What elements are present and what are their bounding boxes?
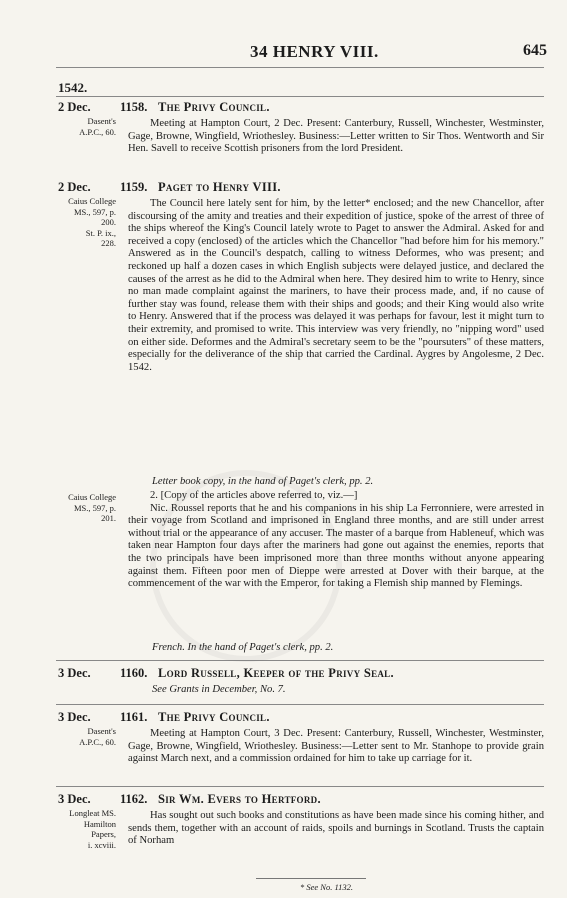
entry-paragraph: Nic. Roussel reports that he and his companions in his ship La Ferronniere, were arrested in their voyage from Scotland and imprisoned in England three months, and are still under arrest without trial or the appearance of any accuser. The master of a barque from Hableneuf, which was taken near Hampton four days after the mariners had gone out against the enemies, reports that the two principals have been imprisoned more than three months without anyone appearing against them. Fifteen poor men of Dieppe were arrested at Dover with their barque, at the commencement of the war with the Emperor, for taking a Flemish ship manned by Flemings. [128,502,544,590]
entry-title: The Privy Council. [158,100,270,114]
entry-title: The Privy Council. [158,710,270,724]
section-rule [56,660,544,661]
entry-paragraph: The Council here lately sent for him, by the letter* enclosed; and the new Chancellor, after discoursing of the amity and treaties and their expedition of justice, spoke of the arrest of three of the ships whereof the King's Council lately wrote to Paget to answer the Admiral. Asked for and received a copy (enclosed) of the articles which the Chancellor "had before him for his memory." Answered as in the Council's despatch, calling to witness Deformes, who was present; and reckoned up half a dozen cases in which English subjects were delayed justice, and declared the causes of the arrest as he did to the Admiral when here. They desired him to write to Henry, since no man made complaint against the mariners, to have their process made, and, if no cause of further stay was found, release them with their ships and goods; and their King would also write to Henry. Answered that if the process was delayed it was perhaps for favour, lest it might turn to their extremity, and promised to write. This interview was very friendly, no "nipping word" used on either side. Deformes and the Admiral's secretary seem to be the "poursuters" of these matters, especially for the deliverance of the ship that carried the Cardinal. Aygres by Angolesme, 2 Dec. 1542. [128,198,544,373]
page-number: 645 [523,42,547,59]
page-header [0,40,567,64]
entry-body [128,810,544,848]
ref-line: Dasent's [87,726,116,736]
marginal-reference [30,726,116,747]
entry-title: Paget to Henry VIII. [158,180,281,194]
ref-line: 201. [101,513,116,523]
entry-date: 3 Dec. [58,666,91,680]
ref-line: MS., 597, p. [73,206,116,217]
source-note: Letter book copy, in the hand of Paget's clerk, pp. 2. [152,476,374,487]
entry-date: 3 Dec. [58,710,91,724]
entry-number: 1160. [120,666,148,680]
entry-paragraph: Has sought out such books and constitutions as have been made since his coming hither, and sends them, together with an account of raids, spoils and burnings in Scotland. Trusts the captain of Norham [128,810,544,847]
running-title: 34 HENRY VIII. [250,42,379,61]
entry-paragraph: Meeting at Hampton Court, 3 Dec. Present: Canterbury, Russell, Winchester, Westminster, Gage, Browne, Wingfield, Wriothesley. Business:—Letter sent to Mr. Stanhope to provide grain against March next, and a commission ordained for him to take up carriage for it. [128,728,544,765]
ref-line: Longleat MS. [69,808,116,818]
entry-number: 1161. [120,710,148,724]
entry-body [128,728,544,766]
entry-title: Lord Russell, Keeper of the Privy Seal. [158,666,394,680]
marginal-reference [30,492,116,524]
ref-line: 200. [101,217,116,227]
entry-number: 1159. [120,180,148,194]
ref-line: MS., 597, p. [73,502,116,513]
ref-line: Papers, [91,829,116,839]
section-rule [56,96,544,97]
entry-paragraph: Meeting at Hampton Court, 2 Dec. Present: Canterbury, Russell, Winchester, Westminster, Gage, Browne, Wingfield, Wriothesley. Business:—Letter written to Sir Thos. Wentworth and Sir Hen. Savell to receive Scottish prisoners from the lord President. [128,118,544,155]
entry-title: Sir Wm. Evers to Hertford. [158,792,321,806]
entry-date: 3 Dec. [58,792,91,806]
ref-line: St. P. ix., [85,227,116,238]
ref-line: A.P.C., 60. [79,126,116,137]
ref-line: 228. [101,238,116,248]
ref-line: i. xcviii. [87,839,116,850]
entry-body [128,198,544,374]
footnote-rule [256,878,366,879]
cross-reference: See Grants in December, No. 7. [152,684,286,695]
ref-line: A.P.C., 60. [79,736,116,747]
entry-lead: 2. [Copy of the articles above referred to, viz.—] [150,490,358,501]
ref-line: Caius College [68,492,116,502]
header-rule [56,67,544,68]
year-heading: 1542. [58,80,88,95]
marginal-reference [30,116,116,137]
ref-line: Hamilton [83,818,116,829]
marginal-reference [30,808,116,850]
entry-date: 2 Dec. [58,180,91,194]
entry-date: 2 Dec. [58,100,91,114]
ref-line: Dasent's [87,116,116,126]
entry-number: 1162. [120,792,148,806]
marginal-reference [30,196,116,249]
section-rule [56,786,544,787]
entry-body [128,118,544,156]
source-note: French. In the hand of Paget's clerk, pp. 2. [152,642,334,653]
watermark-seal [150,470,342,662]
section-rule [56,704,544,705]
ref-line: Caius College [68,196,116,206]
footnote: * See No. 1132. [300,882,353,892]
entry-number: 1158. [120,100,148,114]
